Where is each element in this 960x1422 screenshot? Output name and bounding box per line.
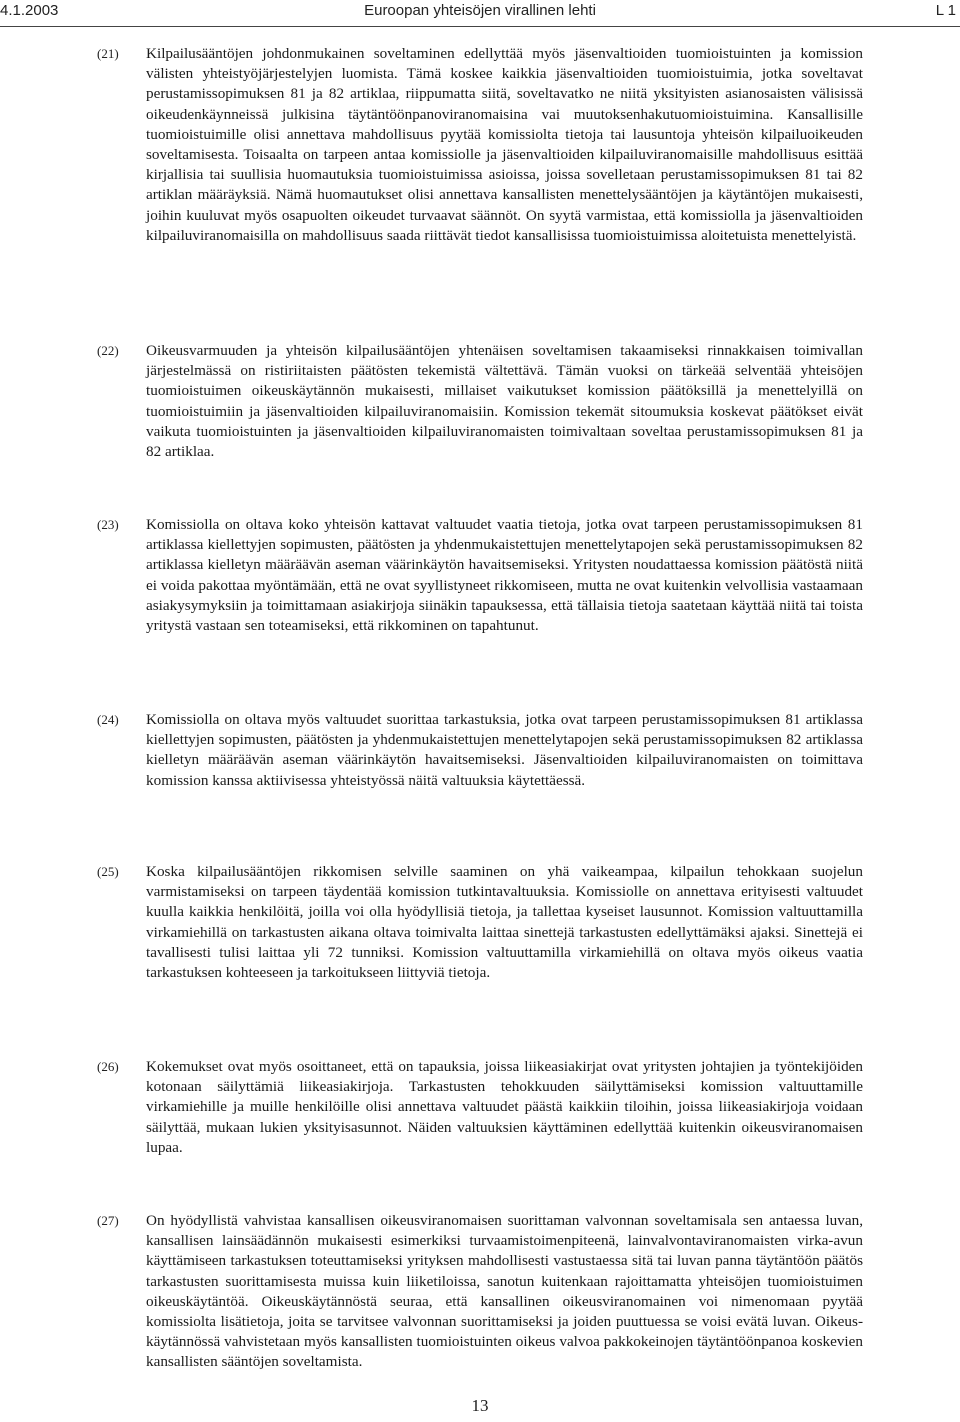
recital-number: (27)	[97, 1213, 119, 1228]
header-page-ref: L 1	[935, 2, 956, 19]
recital-number: (25)	[97, 864, 119, 879]
recital-number: (23)	[97, 517, 119, 532]
recital-number: (26)	[97, 1059, 119, 1074]
recital-text: Komissiolla on oltava koko yhteisön kattavat valtuudet vaatia tietoja, jotka ovat tarpeen perustamissopimuksen 81 artiklassa kiellettyjen sopimusten, päätösten ja yhdenmukaistettujen menettelytapojen sekä perustamissopimuksen 82 artiklassa kielletyn määräävän aseman väärinkäytön havaitsemiseksi. Yritysten noudattaessa komission päätöstä niitä ei voida pakottaa myöntämään, että ne ovat syyllistyneet rikkomiseen, mutta ne ovat kuitenkin velvollisia vastaamaan asiakysymyksiin ja toimittamaan asiakirjoja siinäkin tapauksessa, että tällaisia tietoja saatetaan käyttää niitä tai toista yritystä vastaan sen toteamiseksi, että rikkominen on tapahtunut.	[146, 516, 863, 635]
header-journal-title: Euroopan yhteisöjen virallinen lehti	[364, 2, 596, 19]
header-date: 4.1.2003	[0, 2, 59, 19]
recital-text: On hyödyllistä vahvistaa kansallisen oikeusviranomaisen suorittaman valvonnan soveltamisala sen antaessa luvan, kansallisen lainsäädännön mukaisesti esimerkiksi turvaamistoimenpiteenä, lainvalvontaviranomaisten virka-avun käyttämiseen tarkastuksen toteuttamiseksi yrityksen mahdollisesti vastustaessa sitä tai luvan panna täytäntöön päätös tarkastusten suorittamisesta muissa kuin liiketiloissa, sanotun kuitenkaan rajoittamatta yhteisöjen tuomioistuimen oikeuskäytäntöä. Oikeuskäytännöstä seuraa, että kansallinen oikeusviranomainen voi nimenomaan pyytää komissiolta lisätietoja, joita se tarvitsee valvonnan suorittamiseksi ja joiden puuttuessa se voisi evätä luvan. Oikeuskäytännössä vahvistetaan myös kansallisten tuomioistuinten oikeus valvoa pakkokeinojen täytäntöönpanoa koskevien kansallisten sääntöjen soveltamista.	[146, 1212, 863, 1371]
recital-text: Oikeusvarmuuden ja yhteisön kilpailusääntöjen yhtenäisen soveltamisen takaamiseksi rinnakkaisen toimivallan järjestelmässä on ristiriitaisten päätösten tekemistä vältettävä. Tämän vuoksi on tärkeää selventää yhteisöjen tuomioistuimen oikeuskäytännön mukaisesti, millaiset vaikutukset komission päätöksillä ja menettelyillä on tuomioistuimiin ja jäsenvaltioiden kilpailuviranomaisiin. Komission tekemät sitoumuksia koskevat päätökset eivät vaikuta tuomioistuinten ja jäsenvaltioiden kilpailuviranomaisten toimivaltaan soveltaa perustamissopimuksen 81 ja 82 artiklaa.	[146, 342, 863, 461]
page-number: 13	[471, 1396, 489, 1415]
header-divider	[0, 26, 960, 27]
recital-text: Koska kilpailusääntöjen rikkomisen selville saaminen on yhä vaikeampaa, kilpailun tehokkaan suojelun varmistamiseksi on tarpeen täydentää komission tutkintavaltuuksia. Komissiolle on annettava erityisesti valtuudet kuulla kaikkia henkilöitä, joilla voi olla hyödyllisiä tietoja, ja tallettaa kyseiset lausunnot. Komission valtuuttamilla virkamiehillä on tarkastusten aikana oltava toimivalta laittaa sinettejä tarkastusten edellyttämäksi ajaksi. Sinettejä ei tavallisesti tulisi laittaa yli 72 tunniksi. Komission valtuuttamilla virkamiehillä on oltava myös oikeus vaatia tarkastuksen kohteeseen ja tarkoitukseen liittyviä tietoja.	[146, 863, 863, 982]
recital-text: Kilpailusääntöjen johdonmukainen soveltaminen edellyttää myös jäsenvaltioiden tuomioistuinten ja komission välisten yhteistyöjärjestelyjen luomista. Tämä koskee kaikkia jäsenvaltioiden tuomioistuimia, jotka soveltavat perustamissopimuksen 81 ja 82 artiklaa, riippumatta siitä, soveltavatko ne niitä yksityisten asianosaisten välisissä oikeudenkäynneissä julkisina täytäntöönpanoviranomaisina vai muutoksenhakutuomioistuimina. Kansallisille tuomioistuimille olisi annettava mahdollisuus pyytää komissiolta tietoja tai lausuntoja yhteisön kilpailuoikeuden soveltamisesta. Toisaalta on tarpeen antaa komissiolle ja jäsenvaltioiden kilpailuviranomaisille mahdollisuus esittää kirjallisia tai suullisia huomautuksia tuomioistuimissa asioissa, joissa sovelletaan perustamissopimuksen 81 tai 82 artiklan määräyksiä. Nämä huomautukset olisi annettava kansallisten menettelysääntöjen ja käytäntöjen mukaisesti, joihin kuuluvat myös osapuolten oikeudet turvaavat säännöt. On syytä varmistaa, että komissiolla ja jäsenvaltioiden kilpailuviranomaisilla on mahdollisuus saada riittävät tiedot kansallisissa tuomioistuimissa aloitetuista menettelyistä.	[146, 45, 863, 244]
page-header	[0, 0, 960, 26]
recital-number: (21)	[97, 46, 119, 61]
recital-text: Kokemukset ovat myös osoittaneet, että on tapauksia, joissa liikeasiakirjat ovat yritysten johtajien ja työntekijöiden kotonaan säilyttämiä liikeasiakirjoja. Tarkastusten tehokkuuden säilyttämiseksi komission valtuuttamille virkamiehille ja muille henkilöille olisi annettava valtuudet päästä kaikkiin tiloihin, joissa liikeasiakirjoja voidaan säilyttää, mukaan lukien yksityisasunnot. Näiden valtuuksien käyttäminen edellyttää kuitenkin oikeusviranomaisen lupaa.	[146, 1058, 863, 1156]
recital-number: (22)	[97, 343, 119, 358]
recital-number: (24)	[97, 712, 119, 727]
recital-text: Komissiolla on oltava myös valtuudet suorittaa tarkastuksia, jotka ovat tarpeen perustamissopimuksen 81 artiklassa kiellettyjen sopimusten, päätösten ja yhdenmukaistettujen menettelytapojen sekä perustamissopimuksen 82 artiklassa kielletyn määräävän aseman väärinkäytön havaitsemiseksi. Jäsenvaltioiden kilpailuviranomaisten on toimittava komission kanssa aktiivisessa yhteistyössä näitä valtuuksia käytettäessä.	[146, 711, 863, 789]
